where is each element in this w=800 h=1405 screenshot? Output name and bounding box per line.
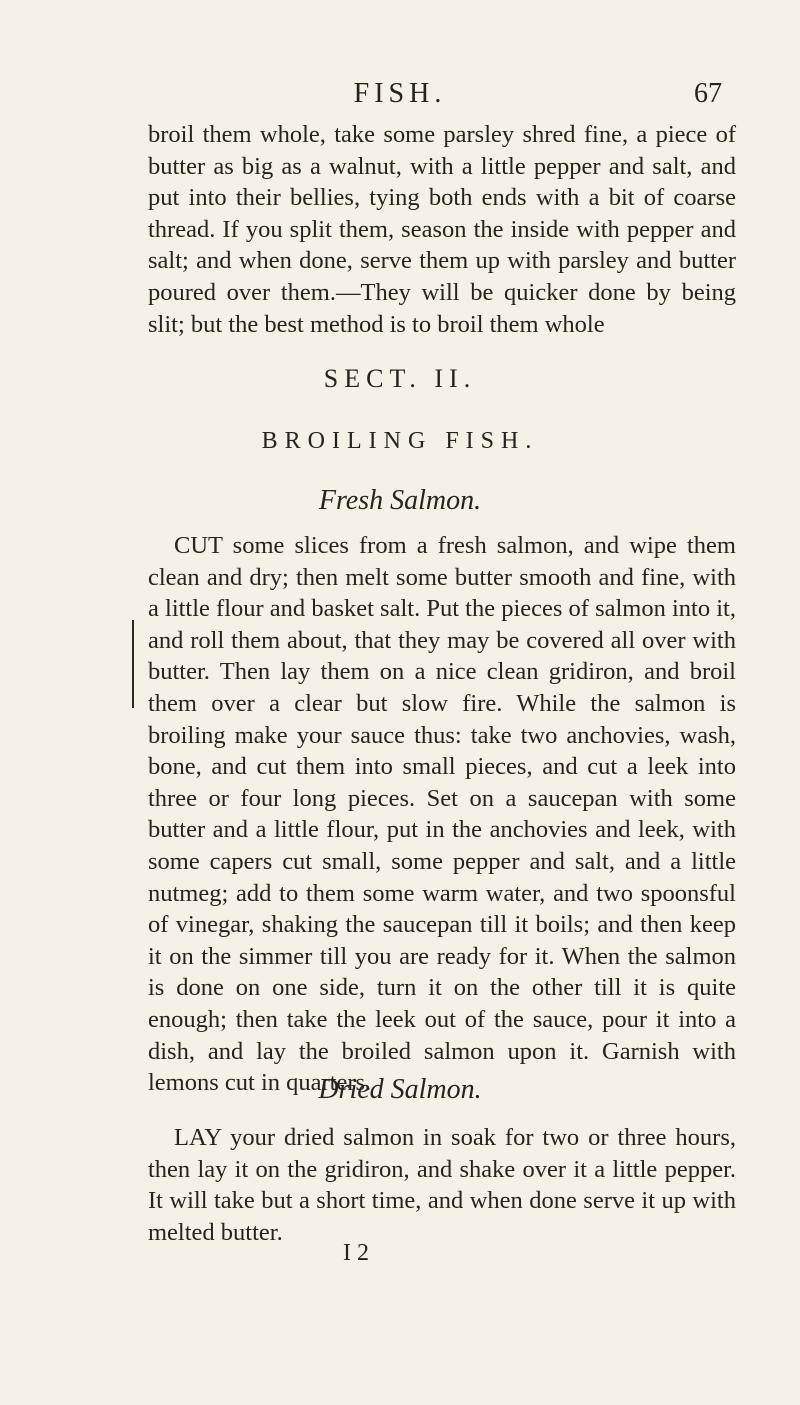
section-title: BROILING FISH. — [261, 428, 539, 454]
running-head-title: FISH. — [353, 78, 447, 109]
recipe-body-fresh-salmon — [148, 530, 736, 1099]
recipe-heading-dried-salmon: Dried Salmon. — [318, 1074, 482, 1105]
paragraph-text: broil them whole, take some parsley shred fine, a piece of butter as big as a walnut, with a little pepper and salt, and put into their bellies, tying both ends with a bit of coarse thread. If you split them, season the inside with pepper and salt; and when done, serve them up with parsley and butter poured over them.—They will be quicker done by being slit; but the best method is to broil them whole — [148, 121, 736, 338]
signature-mark: I 2 — [343, 1240, 369, 1266]
page-number: 67 — [694, 78, 722, 109]
section-label: SECT. II. — [323, 364, 477, 393]
paragraph-continued — [148, 119, 736, 340]
recipe-text: LAY your dried salmon in soak for two or three hours, then lay it on the gridiron, and shake over it a little pepper. It will take but a short time, and when done serve it up with melted butter. — [148, 1124, 736, 1246]
recipe-text: CUT some slices from a fresh salmon, and wipe them clean and dry; then melt some butter smooth and fine, with a little flour and basket salt. Put the pieces of salmon into it, and roll them about, that they may be covered all over with butter. Then lay them on a nice clean gridiron, and broil them over a clear but slow fire. While the salmon is broiling make your sauce thus: take two anchovies, wash, bone, and cut them into small pieces, and cut a leek into three or four long pieces. Set on a saucepan with some butter and a little flour, put in the anchovies and leek, with some capers cut small, some pepper and salt, and a little nutmeg; add to them some warm water, and two spoonsful of vinegar, shaking the saucepan till it boils; and then keep it on the simmer till you are ready for it. When the salmon is done on one side, turn it on the other till it is quite enough; then take the leek out of the sauce, pour it into a dish, and lay the broiled salmon upon it. Garnish with lemons cut in quarters. — [148, 532, 736, 1097]
margin-mark — [132, 620, 134, 708]
recipe-body-dried-salmon — [148, 1122, 736, 1248]
running-head — [0, 78, 800, 118]
recipe-heading-fresh-salmon: Fresh Salmon. — [318, 485, 482, 516]
